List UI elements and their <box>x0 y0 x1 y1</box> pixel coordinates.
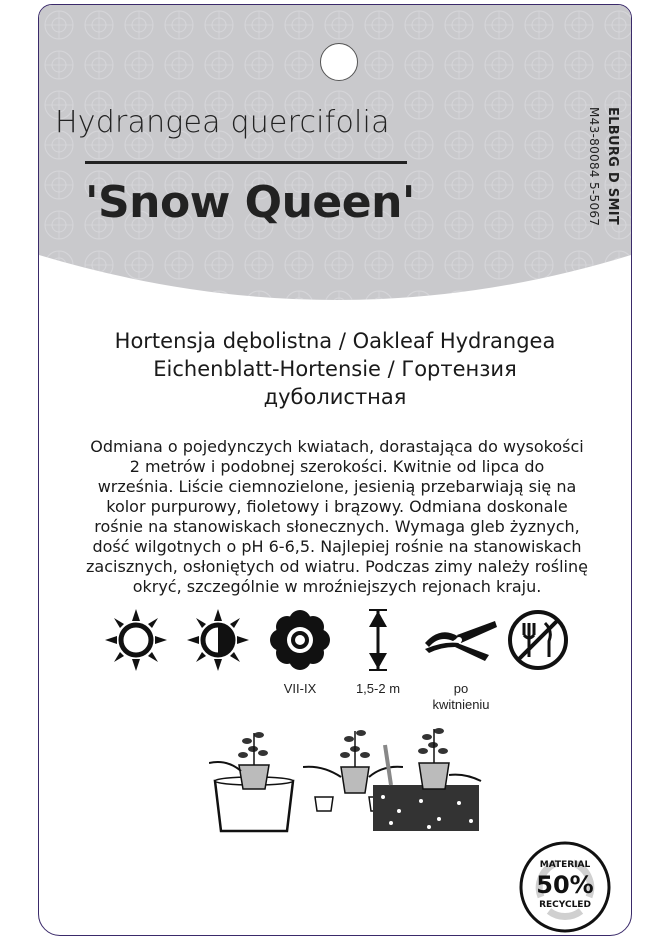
badge-line-3: RECYCLED <box>539 900 591 910</box>
planting-step-1-illustration <box>209 723 299 835</box>
common-name-line-3: дуболистная <box>263 385 407 409</box>
flowering-period-caption: VII-IX <box>283 681 317 696</box>
common-name-line-2: Eichenblatt-Hortensie / Гортензия <box>153 357 517 381</box>
pruning-caption-1: po <box>453 681 469 696</box>
half-shade-icon <box>185 607 251 673</box>
description <box>57 437 617 597</box>
latin-name: Hydrangea quercifolia <box>55 105 390 140</box>
height-caption: 1,5-2 m <box>355 681 401 696</box>
planting-step-3-illustration <box>369 723 483 835</box>
description-line: kolor purpurowy, fioletowy i brązowy. Odmiana doskonale <box>106 497 568 516</box>
common-name-line-1: Hortensja dębolistna / Oakleaf Hydrangea <box>114 329 556 353</box>
description-line: 2 metrów i podobnej szerokości. Kwitnie od lipca do <box>129 457 545 476</box>
sun-icon <box>103 607 169 673</box>
description-line: Odmiana o pojedynczych kwiatach, dorastająca do wysokości <box>90 437 584 456</box>
not-edible-icon <box>505 607 571 673</box>
badge-line-1: MATERIAL <box>539 860 591 870</box>
pruning-shears-icon <box>423 607 499 673</box>
recycled-material-badge <box>517 839 613 935</box>
hang-hole <box>320 43 358 81</box>
vendor-name: ELBURG D SMIT <box>605 107 620 226</box>
cultivar-name: 'Snow Queen' <box>85 177 415 228</box>
description-line: rośnie na stanowiskach słonecznych. Wymaga gleb żyznych, <box>94 517 580 536</box>
common-names <box>39 327 631 411</box>
description-line: dość wilgotnych o pH 6-6,5. Najlepiej rośnie na stanowiskach <box>92 537 582 556</box>
badge-line-2: 50% <box>536 871 594 899</box>
flower-icon <box>267 607 333 673</box>
pruning-caption-2: kwitnieniu <box>432 697 490 712</box>
description-line: września. Liście ciemnozielone, jesienią przebarwiają się na <box>97 477 577 496</box>
description-line: zacisznych, osłoniętych od wiatru. Podczas zimy należy roślinę <box>86 557 588 576</box>
vendor-block <box>585 107 625 247</box>
description-line: okryć, szczególnie w mroźniejszych rejonach kraju. <box>132 577 542 596</box>
plant-label <box>38 4 632 936</box>
vendor-code: M43-80084 5-5067 <box>587 107 601 227</box>
title-divider <box>85 161 407 164</box>
height-arrow-icon <box>345 607 411 673</box>
